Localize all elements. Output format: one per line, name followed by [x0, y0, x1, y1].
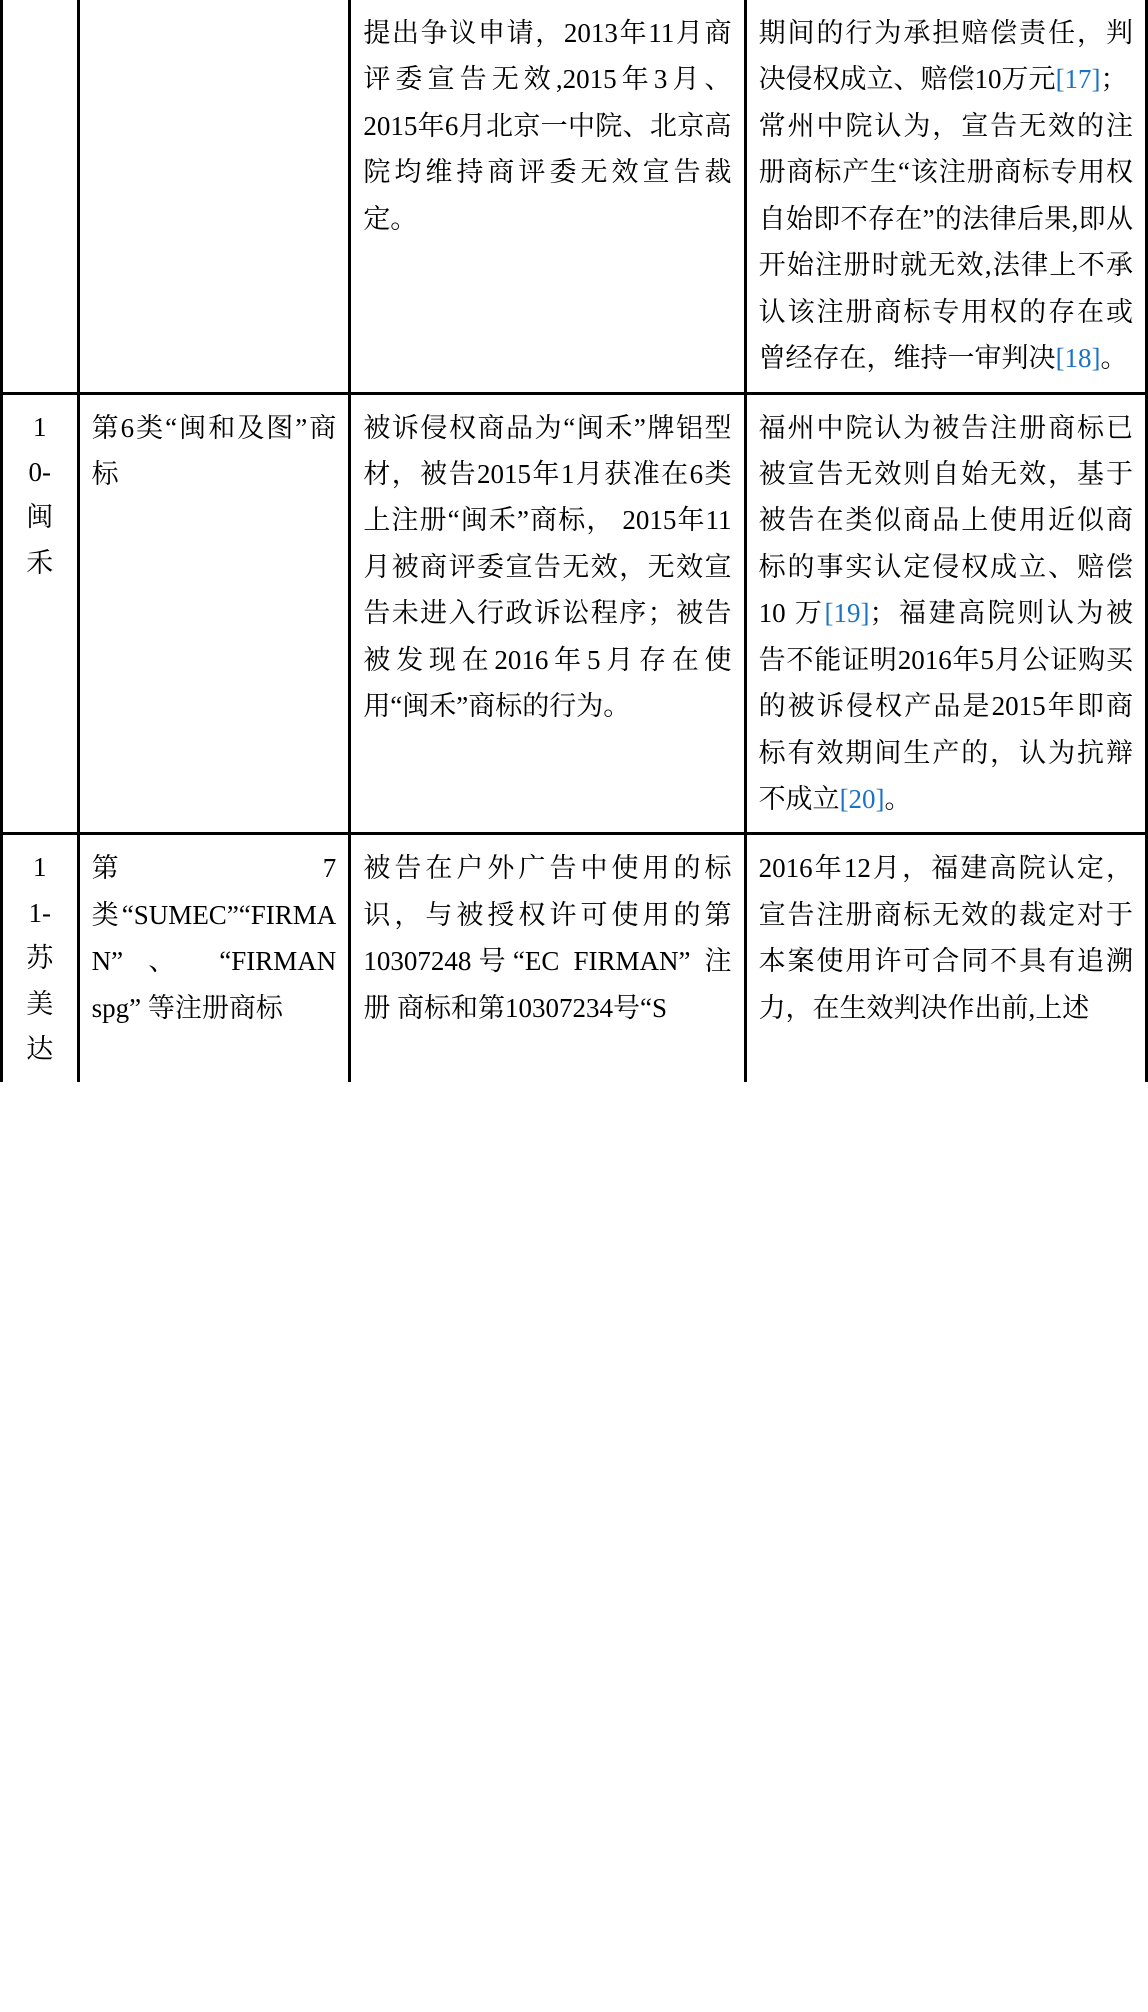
- holding-text: [759, 10, 1133, 382]
- holding-cell: [745, 393, 1146, 834]
- holding-cell: [745, 0, 1146, 393]
- holding-text: [759, 405, 1133, 823]
- facts-text: 被诉侵权商品为“闽禾”牌铝型材，被告2015年1月获准在6类上注册“闽禾”商标， 2015年11月被商评委宣告无效，无效宣告未进入行政诉讼程序；被告被发现在2016年5月存在使用“闽禾”商标的行为。: [363, 412, 732, 722]
- footnote-ref-19[interactable]: [19]: [824, 598, 870, 629]
- trademark-text: 第6类“闽和及图”商标: [91, 412, 337, 489]
- trademark-cell: [78, 834, 350, 1082]
- table-row: [2, 0, 1147, 393]
- facts-text: 提出争议申请，2013年11月商评委宣告无效,2015年3月、2015年6月北京一中院、北京高院均维持商评委无效宣告裁定。: [363, 18, 732, 234]
- footnote-ref-20[interactable]: [20]: [839, 784, 885, 814]
- case-id-char: 达: [26, 1033, 54, 1064]
- holding-part: ；: [1100, 64, 1128, 95]
- facts-cell: [350, 834, 745, 1082]
- table-row: [2, 393, 1147, 834]
- holding-part: 。: [1100, 343, 1128, 374]
- case-id-char: 0-: [28, 456, 52, 487]
- trademark-cell: [78, 0, 350, 393]
- facts-text: 被告在户外广告中使用的标识，与被授权许可使用的第10307248号“EC FIRMAN” 注 册 商标和第10307234号“S: [363, 853, 732, 1023]
- case-id-char: 1: [33, 852, 47, 883]
- table-row: [2, 834, 1147, 1082]
- holding-cell: [745, 834, 1146, 1082]
- case-id-char: 苏: [26, 943, 54, 974]
- facts-cell: [350, 393, 745, 834]
- case-id-cell: [2, 834, 79, 1082]
- footnote-ref-18[interactable]: [18]: [1055, 343, 1101, 374]
- case-id-char: 美: [26, 988, 54, 1019]
- holding-part: 。: [884, 784, 912, 814]
- case-id-char: 1: [33, 411, 47, 442]
- trademark-cell: [78, 393, 350, 834]
- case-id-cell: [2, 393, 79, 834]
- holding-part: 期间的行为承担赔偿责任，判决侵权成立、赔偿10万元: [758, 18, 1133, 95]
- case-id-char: 1-: [28, 897, 52, 928]
- case-id-char: 闽: [26, 502, 54, 533]
- facts-cell: [350, 0, 745, 393]
- trademark-text: 第7类“SUMEC”“FIRMAN” 、 “FIRMAN spg” 等注册商标: [91, 853, 337, 1023]
- holding-part: 福州中院认为被告注册商标已被宣告无效则自始无效，基于被告在类似商品上使用近似商标的事实认定侵权成立、赔偿 10 万: [758, 412, 1133, 629]
- footnote-ref-17[interactable]: [17]: [1055, 64, 1101, 95]
- holding-part: ；福建高院则认为被告不能证明2016年5月公证购买的被诉侵权产品是2015年即商标有效期间生产的，认为抗辩不成立: [758, 598, 1133, 814]
- case-id-cell: [2, 0, 79, 393]
- holding-part: 常州中院认为，宣告无效的注册商标产生“该注册商标专用权自始即不存在”的法律后果,即从开始注册时就无效,法律上不承认该注册商标专用权的存在或曾经存在，维持一审判决: [758, 110, 1133, 374]
- case-id-char: 禾: [26, 547, 54, 578]
- holding-text: 2016年12月，福建高院认定，宣告注册商标无效的裁定对于本案使用许可合同不具有追溯力，在生效判决作出前,上述: [758, 853, 1133, 1023]
